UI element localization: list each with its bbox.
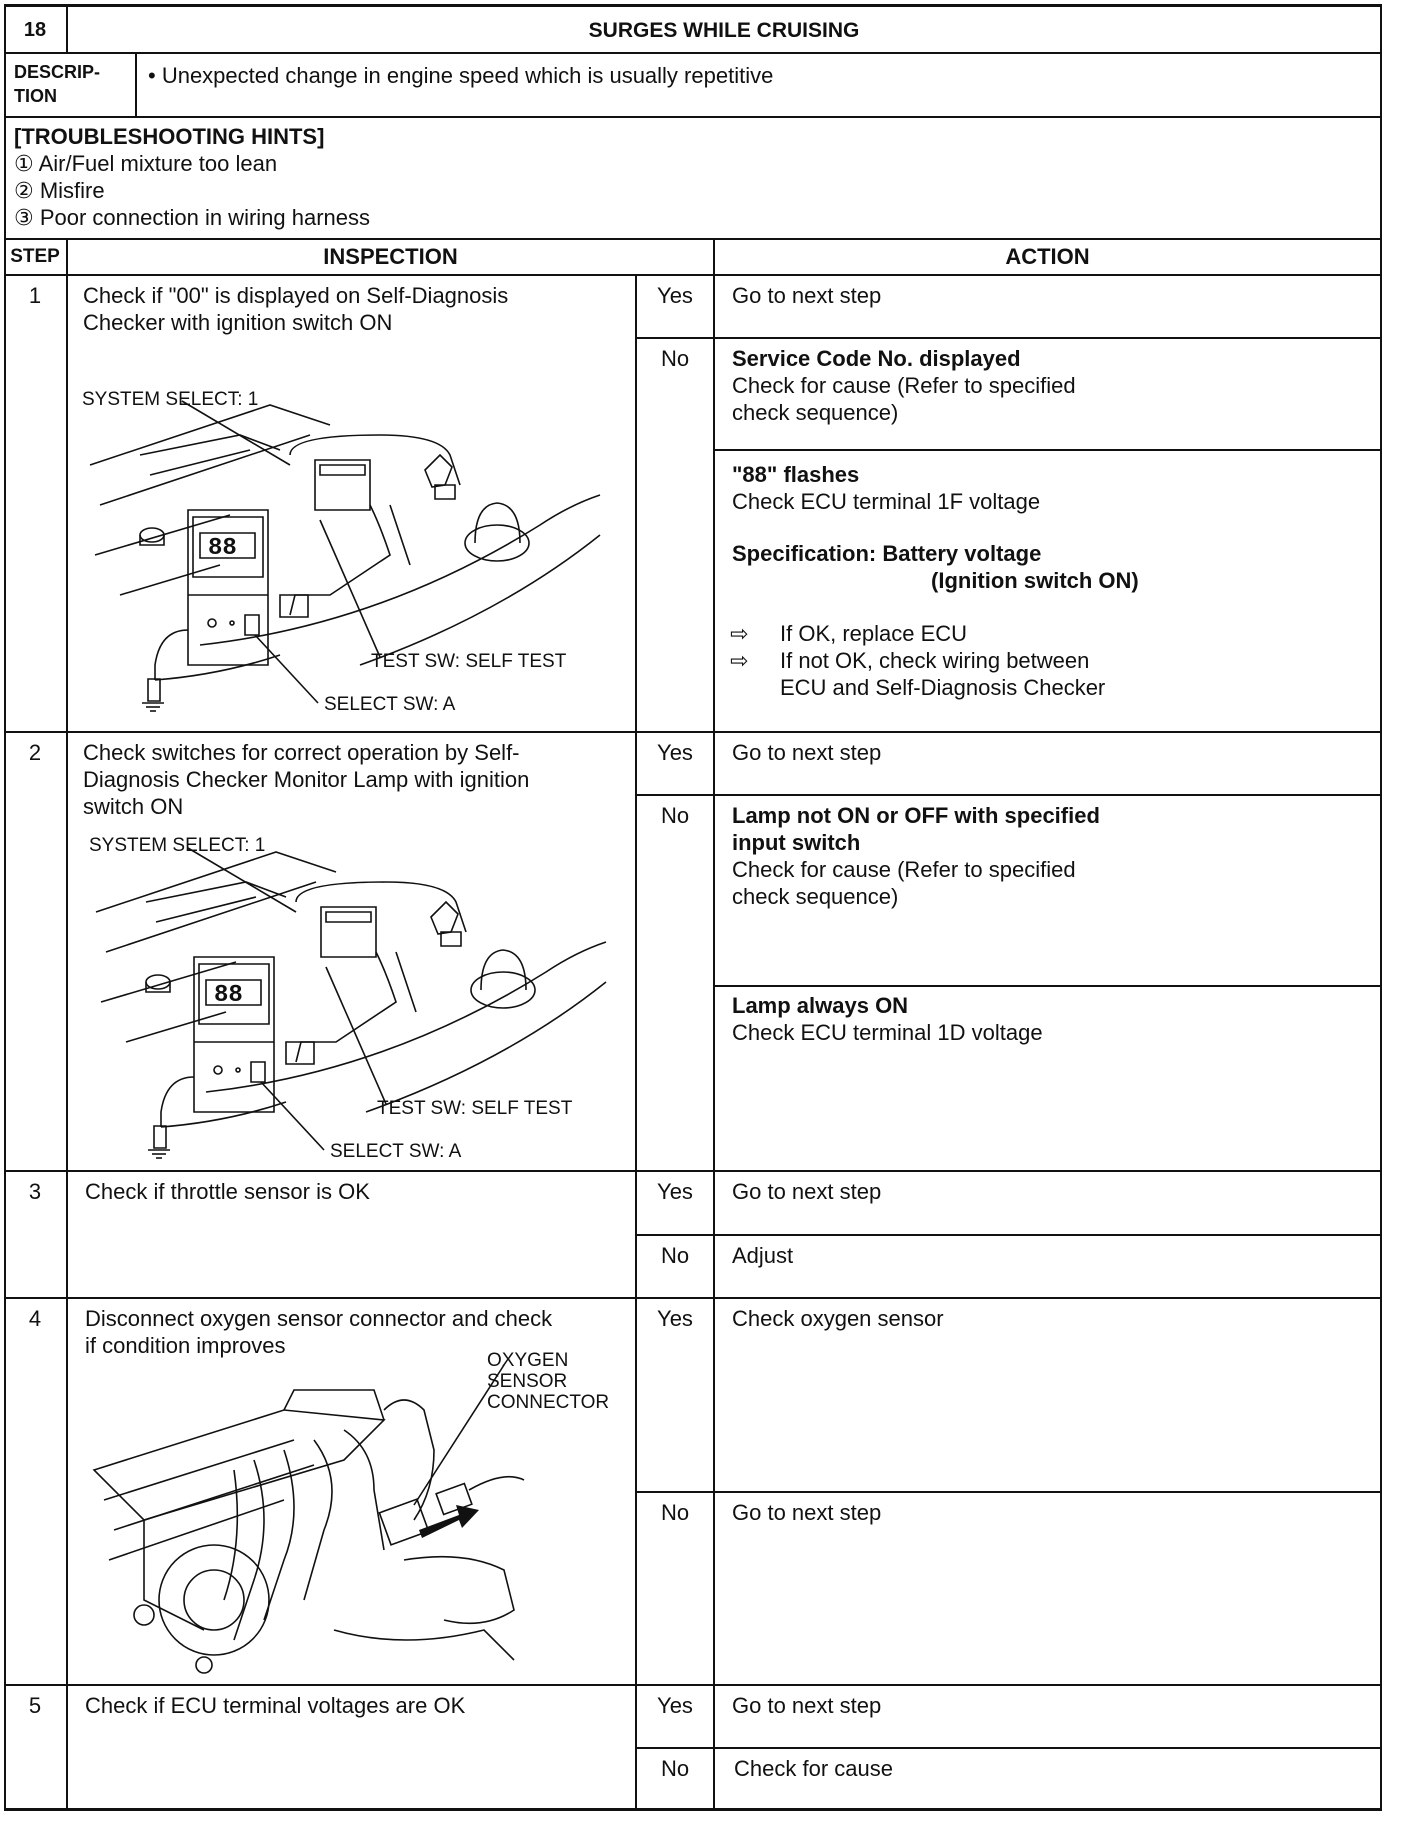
no-action: Check for cause bbox=[734, 1756, 893, 1781]
yes-label: Yes bbox=[657, 283, 693, 308]
self-diagnosis-checker-illustration bbox=[86, 842, 626, 1162]
description-text: • Unexpected change in engine speed which is usually repetitive bbox=[148, 63, 774, 88]
figure-label-system-select: SYSTEM SELECT: 1 bbox=[82, 389, 259, 410]
figure-label-test-sw: TEST SW: SELF TEST bbox=[371, 651, 567, 672]
yes-label: Yes bbox=[657, 1306, 693, 1331]
no-label: No bbox=[660, 346, 690, 371]
yes-action: Go to next step bbox=[732, 1179, 882, 1204]
step-number: 4 bbox=[28, 1306, 42, 1331]
column-header-step: STEP bbox=[10, 246, 60, 267]
rule bbox=[4, 274, 1382, 276]
yes-action: Go to next step bbox=[732, 283, 882, 308]
step-number: 2 bbox=[28, 740, 42, 765]
rule bbox=[715, 449, 1382, 451]
figure-label-system-select: SYSTEM SELECT: 1 bbox=[89, 835, 266, 856]
rule bbox=[635, 1234, 1382, 1236]
no-action: Go to next step bbox=[732, 1500, 882, 1525]
rule bbox=[4, 1170, 1382, 1172]
no-action-title: Lamp always ON bbox=[732, 993, 909, 1018]
yes-label: Yes bbox=[657, 740, 693, 765]
no-label: No bbox=[660, 1243, 690, 1268]
rule bbox=[4, 238, 1382, 240]
step-number: 1 bbox=[28, 283, 42, 308]
step-number: 3 bbox=[28, 1179, 42, 1204]
step-number: 5 bbox=[28, 1693, 42, 1718]
figure-label-oxygen-sensor-connector: OXYGEN SENSOR CONNECTOR bbox=[487, 1350, 610, 1413]
rule bbox=[4, 731, 1382, 733]
no-action: Adjust bbox=[732, 1243, 794, 1268]
rule bbox=[635, 1747, 1382, 1749]
rule bbox=[66, 238, 68, 1811]
problem-number: 18 bbox=[23, 19, 47, 41]
yes-action: Go to next step bbox=[732, 1693, 882, 1718]
specification-condition: (Ignition switch ON) bbox=[931, 568, 1139, 593]
rule bbox=[135, 52, 137, 118]
problem-title: SURGES WHILE CRUISING bbox=[588, 19, 860, 42]
arrow-icon: ⇨ bbox=[730, 648, 749, 673]
rule bbox=[4, 4, 1382, 7]
no-label: No bbox=[660, 1756, 690, 1781]
bullet-not-ok: If not OK, check wiring between ECU and Self-Diagnosis Checker bbox=[780, 648, 1106, 700]
column-header-action: ACTION bbox=[1005, 244, 1090, 269]
step-inspection: Check switches for correct operation by Self- Diagnosis Checker Monitor Lamp with ignition switch ON bbox=[83, 740, 530, 819]
yes-label: Yes bbox=[657, 1179, 693, 1204]
no-action-title: Service Code No. displayed bbox=[732, 346, 1021, 371]
hint-item: ③ Poor connection in wiring harness bbox=[14, 205, 371, 230]
specification: Specification: Battery voltage bbox=[732, 541, 1042, 566]
oxygen-sensor-illustration bbox=[84, 1370, 584, 1680]
rule bbox=[4, 1297, 1382, 1299]
no-action-title: "88" flashes bbox=[732, 462, 860, 487]
rule bbox=[715, 985, 1382, 987]
rule bbox=[635, 794, 1382, 796]
no-action-text: Check ECU terminal 1D voltage bbox=[732, 1020, 1043, 1045]
rule bbox=[635, 274, 637, 1811]
figure-label-select-sw: SELECT SW: A bbox=[324, 694, 456, 715]
yes-action: Go to next step bbox=[732, 740, 882, 765]
rule bbox=[713, 238, 715, 1811]
rule bbox=[4, 4, 6, 1811]
yes-label: Yes bbox=[657, 1693, 693, 1718]
bullet-ok: If OK, replace ECU bbox=[780, 621, 968, 646]
rule bbox=[4, 1808, 1382, 1811]
yes-action: Check oxygen sensor bbox=[732, 1306, 944, 1331]
figure-label-test-sw: TEST SW: SELF TEST bbox=[377, 1098, 573, 1119]
hints-heading: [TROUBLESHOOTING HINTS] bbox=[14, 124, 325, 149]
rule bbox=[635, 337, 1382, 339]
description-label: DESCRIP- TION bbox=[14, 62, 101, 106]
no-action-text: Check for cause (Refer to specified check sequence) bbox=[732, 857, 1076, 909]
figure-label-select-sw: SELECT SW: A bbox=[330, 1141, 462, 1162]
rule bbox=[4, 52, 1382, 54]
no-action-title: Lamp not ON or OFF with specified input switch bbox=[732, 803, 1100, 855]
step-inspection: Check if throttle sensor is OK bbox=[85, 1179, 370, 1204]
rule bbox=[4, 116, 1382, 118]
self-diagnosis-checker-illustration bbox=[80, 395, 620, 715]
checker-display: 88 bbox=[208, 535, 237, 562]
hint-item: ① Air/Fuel mixture too lean bbox=[14, 151, 278, 176]
step-inspection: Disconnect oxygen sensor connector and check if condition improves bbox=[85, 1306, 553, 1358]
step-inspection: Check if ECU terminal voltages are OK bbox=[85, 1693, 466, 1718]
rule bbox=[4, 1684, 1382, 1686]
checker-display: 88 bbox=[214, 982, 243, 1009]
no-action-text: Check for cause (Refer to specified check sequence) bbox=[732, 373, 1076, 425]
no-label: No bbox=[660, 803, 690, 828]
no-label: No bbox=[660, 1500, 690, 1525]
rule bbox=[1380, 4, 1382, 1811]
hint-item: ② Misfire bbox=[14, 178, 105, 203]
column-header-inspection: INSPECTION bbox=[323, 244, 458, 269]
rule bbox=[635, 1491, 1382, 1493]
step-inspection: Check if "00" is displayed on Self-Diagnosis Checker with ignition switch ON bbox=[83, 283, 509, 335]
arrow-icon: ⇨ bbox=[730, 621, 749, 646]
no-action-text: Check ECU terminal 1F voltage bbox=[732, 489, 1041, 514]
